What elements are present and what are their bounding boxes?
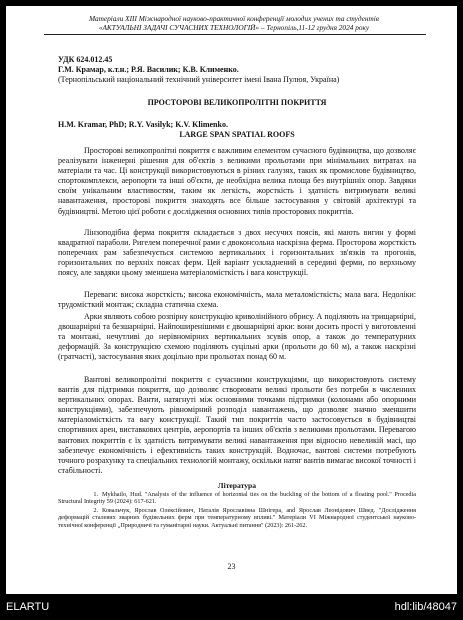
reference-1-text: Mykhailo, Hud. "Analysis of the influence of horizontal ties on the buckling of the bottom of a floating pool." Procedia Structural Integrity 59 (2024): 617-621.	[58, 491, 416, 506]
reference-2-number: 2.	[93, 507, 98, 514]
affiliation-ua: (Тернопільський національний технічний університет імені Івана Пулюя, Україна)	[58, 75, 340, 84]
authors-en: H.M. Kramar, PhD; R.Y. Vasilyk; K.V. Klimenko.	[58, 120, 228, 129]
paragraph-intro: Просторові великопролітні покриття є важливим елементом сучасного будівництва, що дозволяє реалізувати інженерні рішення для об'єктів з великими прольотами при мінімальних витратах на матеріали та час. Ці конструкції використовуються в різних галузях, таких як промислове будівництво, спортокомплекси, аеропорти та інші об'єкти, де необхідна велика площа без внутрішніх опор. Завдяки своїм унікальним властивостям, таким як легкість, жорсткість і здатність витримувати великі навантаження, просторові покриття знаходять все більше застосування у світовій архітектурі та будівництві. Метою цієї роботи є дослідження основних типів просторових покриттів.	[58, 146, 416, 216]
paragraph-arches: Арки являють собою розпірну конструкцію криволінійного обрису. А поділяють на трищарнірні, двошарнірні та безшарнірні. Найпоширенішими є двошарнірні арки: вони досить прості у виготовленні та монтажі, нечутливі до нерівномірних вертикальних зсувів опор, а також до температурних деформацій. За конструкцією схемою поділяють суцільні арки (прольоти до 60 м), а також наскрізні (гратчасті), застосування яких доцільно при прольотах понад 60 м.	[58, 312, 416, 362]
paragraph-cable-roofs: Вантові великопролітні покриття є сучасними конструкціями, що використовують систему вантів для підтримки покриття, що дозволяє створювати великі прольоти без потреби в численних вертикальних опорах. Ванти, натягнуті між основними точками підтримки (колонами або опорними конструкціями), забезпечують рівномірний розподіл навантажень, що дозволяє значно зменшити матеріаломісткість та вагу конструкції. Такий тип покриттів часто застосовується в будівництві спортивних арен, виставкових центрів, аеропортів та інших об'єктів з великими прольотами. Перевагою вантових покриттів є їх здатність витримувати великі навантаження при відносно невеликій масі, що забезпечує економічність і ефективність таких конструкцій. Водночас, вантові системи потребують точного розрахунку та спеціальних технологій монтажу, оскільки натяг вантів вимагає високої точності і стабільності.	[58, 375, 417, 475]
reference-1-number: 1.	[93, 491, 98, 498]
paragraph-pros-cons: Переваги: висока жорсткість; висока економічність, мала металомісткість; мала вага. Недоліки: трудомісткий монтаж; складна статична схема.	[58, 290, 416, 310]
document-page	[6, 6, 457, 594]
footer-repository-name: ELARTU	[6, 601, 50, 613]
references-title: Література	[217, 481, 257, 490]
page-number: 23	[227, 562, 236, 571]
conference-header-line-2: «АКТУАЛЬНІ ЗАДАЧІ СУЧАСНИХ ТЕХНОЛОГІЙ» – Тернопіль,11-12 грудня 2024 року	[98, 23, 370, 32]
paragraph-lens-truss: Лінзоподібна ферма покриття складається з двох несучих поясів, які мають вигин у формі квадратної параболи. Ригелем поперечної рами є двоконсольна наскрізна ферма. Просторова жорсткість поперечних рам забезпечується системою вертикальних і горизонтальних зв'язків та прогонів, горизонтальних по верхніх поясах ферм. Цей варіант ускладнений в середині ферми, по верхньому поясу, але завдяки цьому зменшена матеріаломісткість і вага конструкції.	[58, 228, 416, 278]
header-rule	[44, 34, 426, 35]
conference-header-line-1: Матеріали XIII Міжнародної науково-практичної конференції молодих учених та студентів	[89, 14, 379, 23]
reference-1	[58, 491, 416, 506]
title-en: LARGE SPAN SPATIAL ROOFS	[179, 130, 295, 139]
udk-code: УДК 624.012.45	[58, 55, 113, 64]
reference-2-text: Ковальчук, Ярослав Олексійович, Наталія Ярославівна Шнігера, and Ярослав Леонідович Швед. "Дослідження деформацій сталевих зварних будівельних ферм при температурному впливі." Матеріали VI Міжнародної студентської науково-технічної конференції „Природничі та гуманітарні науки. Актуальні питання" (2023): 261-262.	[58, 507, 416, 529]
footer-handle-id: hdl:lib/48047	[394, 601, 457, 613]
reference-2	[58, 507, 416, 529]
title-ua: ПРОСТОРОВІ ВЕЛИКОПРОЛІТНІ ПОКРИТТЯ	[147, 98, 327, 107]
authors-ua: Г.М. Крамар, к.т.н.; Р.Я. Василик; К.В. Клименко.	[58, 65, 239, 74]
